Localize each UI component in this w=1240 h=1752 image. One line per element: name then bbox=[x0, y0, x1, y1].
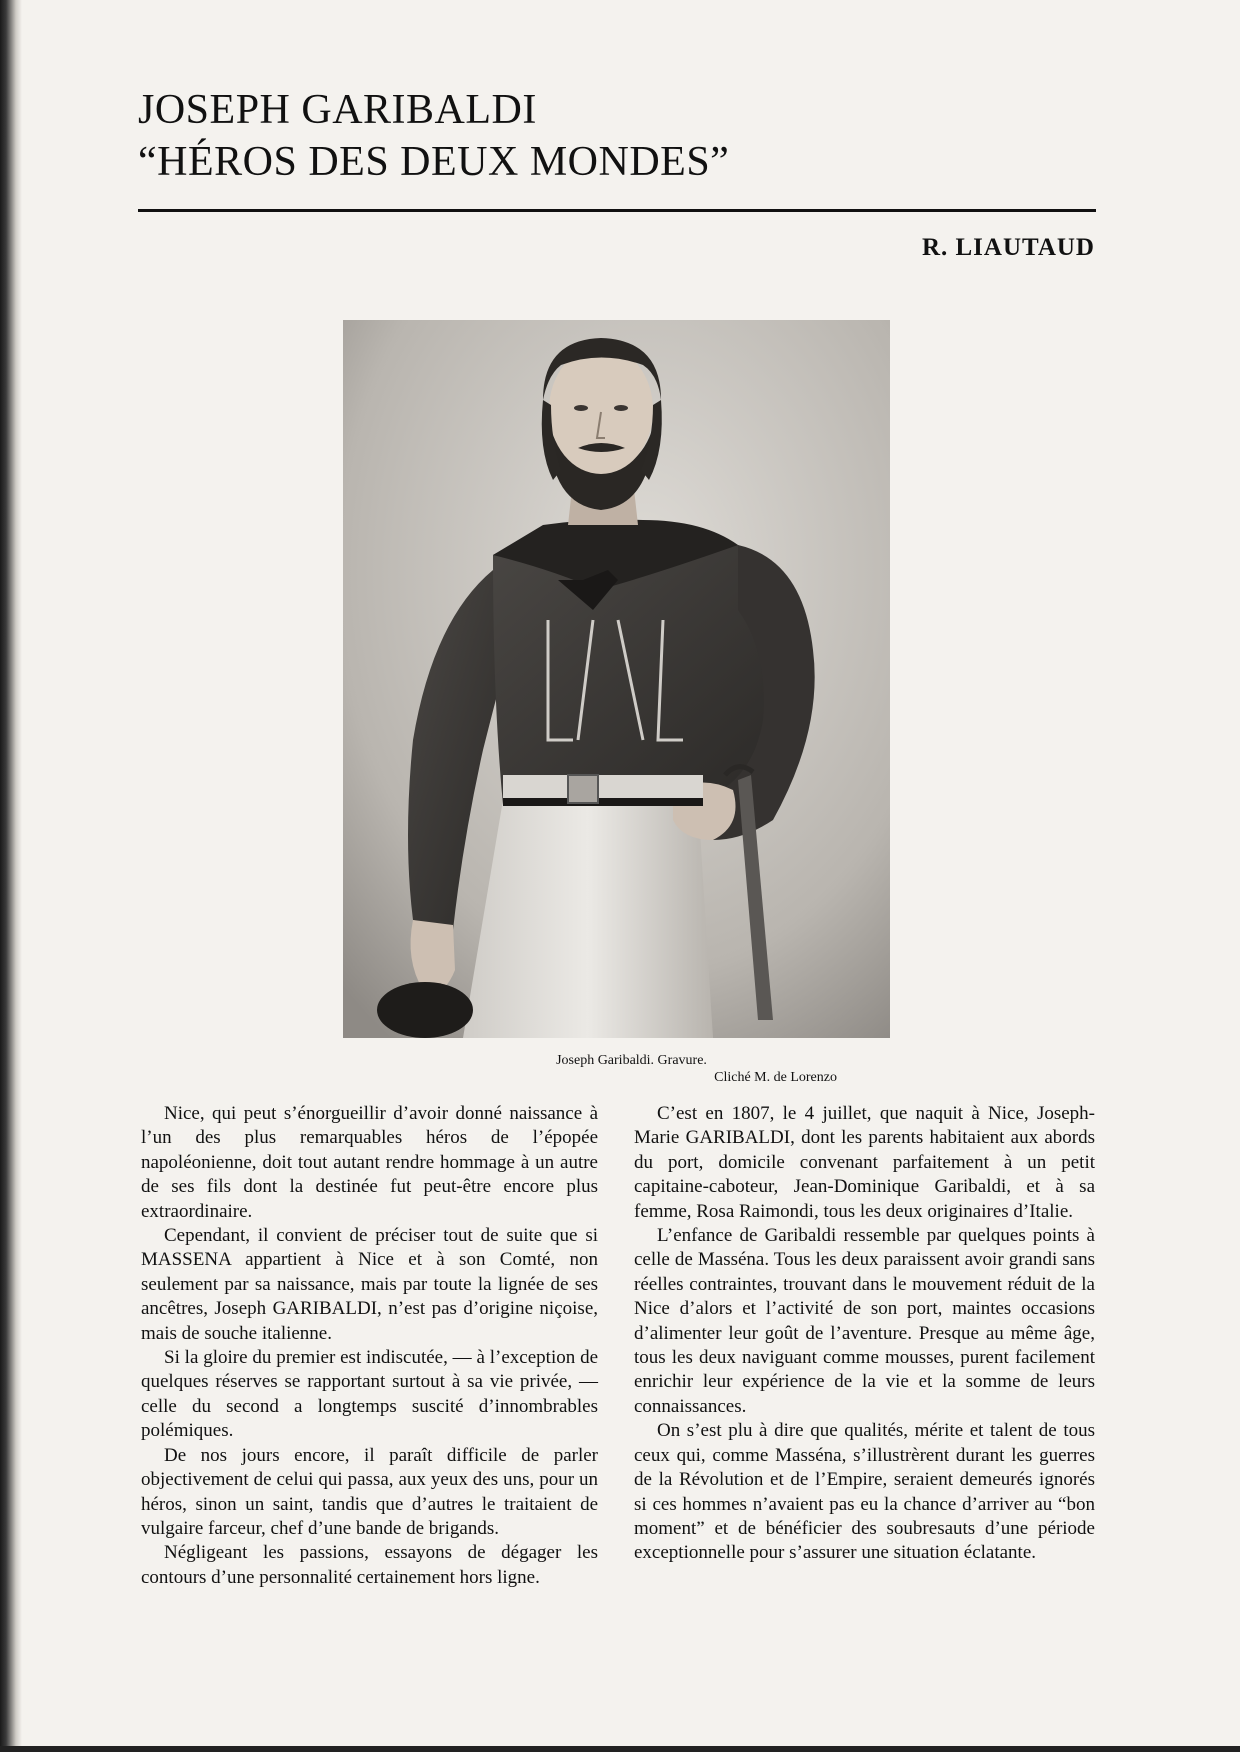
title-line-1: JOSEPH GARIBALDI bbox=[138, 87, 537, 133]
page-bottom-edge bbox=[0, 1746, 1240, 1752]
caption-text: Joseph Garibaldi. Gravure. bbox=[556, 1053, 707, 1068]
caption-credit: Cliché M. de Lorenzo bbox=[714, 1070, 837, 1085]
binding-gutter bbox=[0, 0, 22, 1752]
title-rule bbox=[138, 209, 1096, 212]
title-line-2: “HÉROS DES DEUX MONDES” bbox=[138, 139, 730, 185]
article-title bbox=[138, 84, 1098, 188]
paragraph: Si la gloire du premier est indiscutée, — à l’exception de quelques réserves se rapportant surtout à sa vie privée, — celle du second a longtemps suscité d’innombrables polémiques. bbox=[141, 1347, 598, 1442]
paragraph: L’enfance de Garibaldi ressemble par quelques points à celle de Masséna. Tous les deux paraissent avoir grandi sans réelles contraintes, trouvant dans le mouvement réduit de la Nice d’alors et l’activité de son port, maintes occasions d’alimenter leur goût de l’aventure. Presque au même âge, tous les deux naviguant comme mousses, purent facilement enrichir leur expérience de la vie et la somme de leurs connaissances. bbox=[634, 1225, 1095, 1417]
portrait-engraving bbox=[343, 320, 890, 1038]
right-column bbox=[634, 1102, 1095, 1566]
paragraph: Négligeant les passions, essayons de dégager les contours d’une personnalité certainement hors ligne. bbox=[141, 1542, 598, 1588]
figure-caption bbox=[343, 1052, 890, 1086]
paragraph: Cependant, il convient de préciser tout de suite que si MASSENA appartient à Nice et à son Comté, non seulement par sa naissance, mais par toute la lignée de ses ancêtres, Joseph GARIBALDI, n’est pas d’origine niçoise, mais de souche italienne. bbox=[141, 1225, 598, 1344]
author-name: R. LIAUTAUD bbox=[921, 234, 1095, 261]
paragraph: C’est en 1807, le 4 juillet, que naquit à Nice, Joseph-Marie GARIBALDI, dont les parents habitaient aux abords du port, domicile convenant parfaitement à un petit capitaine-caboteur, Jean-Dominique Garibaldi, et à sa femme, Rosa Raimondi, tous les deux originaires d’Italie. bbox=[634, 1103, 1095, 1222]
paragraph: Nice, qui peut s’énorgueillir d’avoir donné naissance à l’un des plus remarquables héros de l’épopée napoléonienne, doit tout autant rendre hommage à un autre de ses fils dont la destinée fut peut-être encore plus extraordinaire. bbox=[141, 1103, 598, 1222]
left-column bbox=[141, 1102, 598, 1590]
paragraph: On s’est plu à dire que qualités, mérite et talent de tous ceux qui, comme Masséna, s’illustrèrent durant les guerres de la Révolution et de l’Empire, seraient demeurés ignorés si ces hommes n’avaient pas eu la chance d’arriver au “bon moment” et de bénéficier des soubresauts d’une période exceptionnelle pour s’assurer une situation éclatante. bbox=[634, 1420, 1095, 1564]
portrait-illustration bbox=[343, 320, 890, 1038]
paragraph: De nos jours encore, il paraît difficile de parler objectivement de celui qui passa, aux yeux des uns, pour un héros, sinon un saint, tandis que d’autres le traitaient de vulgaire farceur, chef d’une bande de brigands. bbox=[141, 1444, 598, 1539]
